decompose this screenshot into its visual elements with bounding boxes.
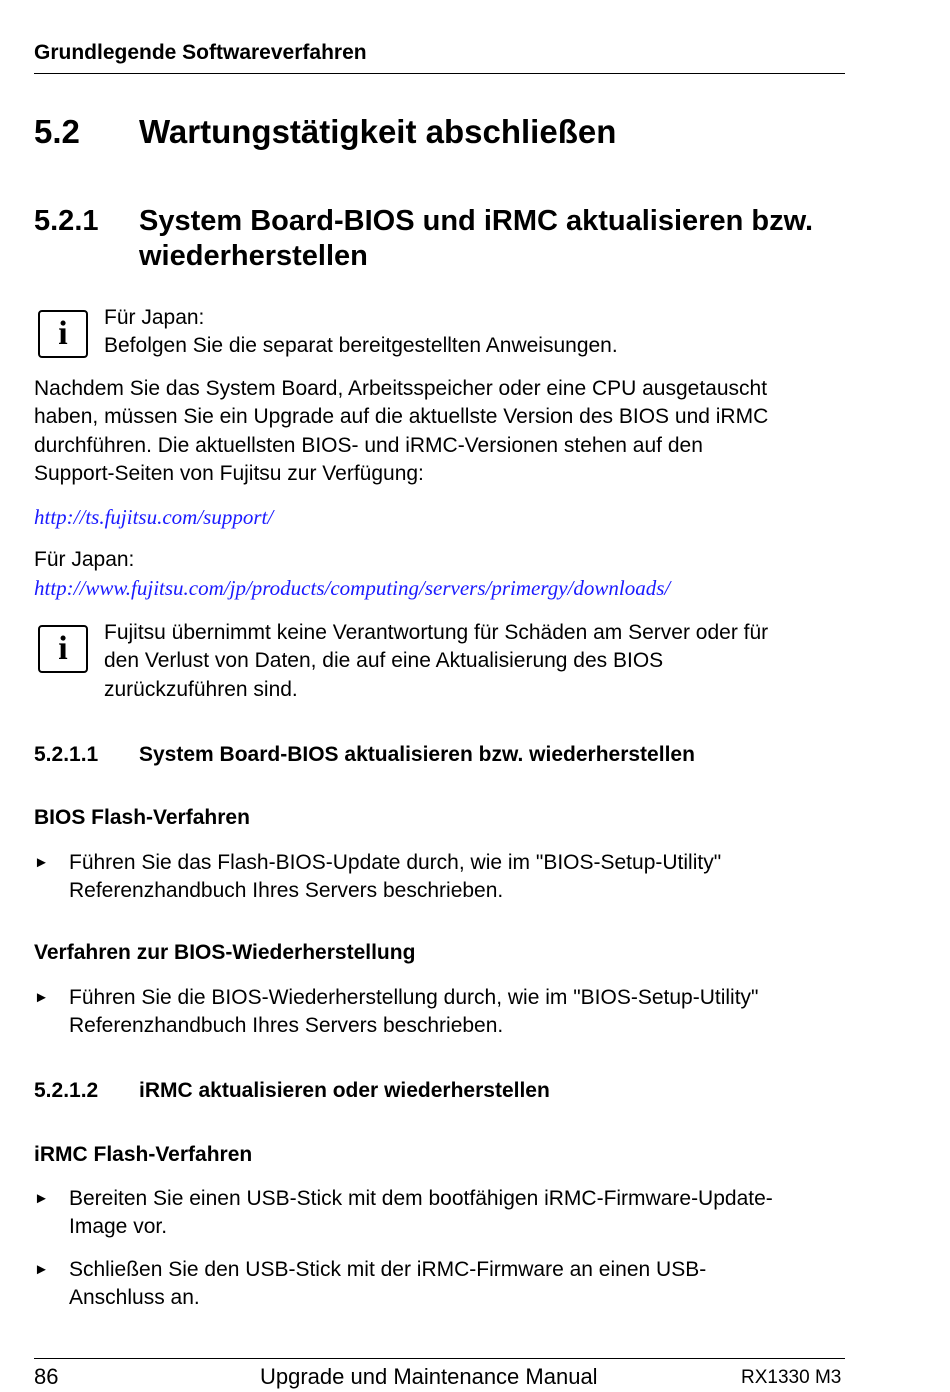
bios-recovery-step [69,984,759,1041]
subsection-title-line2: wiederherstellen [139,240,368,272]
subsection-title [139,204,813,274]
note-line: Für Japan: [104,306,205,329]
paragraph-line: Support-Seiten von Fujitsu zur Verfügung: [34,462,424,486]
bullet-arrow-icon: ► [34,854,49,871]
japan-label: Für Japan: [34,548,135,571]
bullet-arrow-icon: ► [34,1190,49,1207]
irmc-step-1 [69,1185,773,1242]
note-disclaimer [104,619,768,704]
paragraph-line: haben, müssen Sie ein Upgrade auf die aktuellste Version des BIOS und iRMC [34,405,769,429]
header-rule [34,73,845,74]
note-japan [104,304,618,361]
footer-rule [34,1358,845,1359]
step-line: Schließen Sie den USB-Stick mit der iRMC-Firmware an einen USB- [69,1258,707,1281]
sub2-title: iRMC aktualisieren oder wiederherstellen [139,1079,550,1102]
section-title: Wartungstätigkeit abschließen [139,113,617,150]
running-header: Grundlegende Softwareverfahren [34,41,367,64]
section-number: 5.2 [34,113,80,150]
page-number: 86 [34,1364,59,1389]
subsection-title-line1: System Board-BIOS und iRMC aktualisieren bzw. [139,205,814,237]
sub1-number: 5.2.1.1 [34,743,99,766]
bios-recovery-heading: Verfahren zur BIOS-Wiederherstellung [34,941,416,964]
paragraph-line: durchführen. Die aktuellsten BIOS- und iRMC-Versionen stehen auf den [34,433,703,457]
step-line: Image vor. [69,1215,168,1239]
note-line: zurückzuführen sind. [104,677,298,701]
step-line: Bereiten Sie einen USB-Stick mit dem bootfähigen iRMC-Firmware-Update- [69,1187,773,1210]
paragraph-line: Nachdem Sie das System Board, Arbeitsspeicher oder eine CPU ausgetauscht [34,377,768,400]
bios-flash-heading: BIOS Flash-Verfahren [34,806,250,829]
step-line: Referenzhandbuch Ihres Servers beschrieben. [69,879,504,903]
sub1-title: System Board-BIOS aktualisieren bzw. wiederherstellen [139,743,695,766]
step-line: Führen Sie das Flash-BIOS-Update durch, wie im "BIOS-Setup-Utility" [69,851,722,874]
note-line: den Verlust von Daten, die auf eine Aktualisierung des BIOS [104,649,664,673]
subsection-number: 5.2.1 [34,205,99,237]
step-line: Führen Sie die BIOS-Wiederherstellung durch, wie im "BIOS-Setup-Utility" [69,986,759,1009]
info-icon: i [38,310,88,358]
irmc-flash-heading: iRMC Flash-Verfahren [34,1143,253,1166]
info-icon: i [38,625,88,673]
irmc-step-2 [69,1256,706,1313]
step-line: Anschluss an. [69,1286,200,1310]
manual-title: Upgrade und Maintenance Manual [260,1364,598,1389]
model-name: RX1330 M3 [741,1367,842,1388]
step-line: Referenzhandbuch Ihres Servers beschrieben. [69,1014,504,1038]
japan-downloads-link[interactable]: http://www.fujitsu.com/jp/products/computing/servers/primergy/downloads/ [34,576,671,600]
support-link[interactable]: http://ts.fujitsu.com/support/ [34,505,274,529]
bullet-arrow-icon: ► [34,989,49,1006]
note-line: Befolgen Sie die separat bereitgestellten Anweisungen. [104,334,618,358]
bios-flash-step [69,849,721,906]
bullet-arrow-icon: ► [34,1261,49,1278]
intro-paragraph [34,375,768,489]
sub2-number: 5.2.1.2 [34,1079,99,1102]
note-line: Fujitsu übernimmt keine Verantwortung für Schäden am Server oder für [104,621,769,644]
